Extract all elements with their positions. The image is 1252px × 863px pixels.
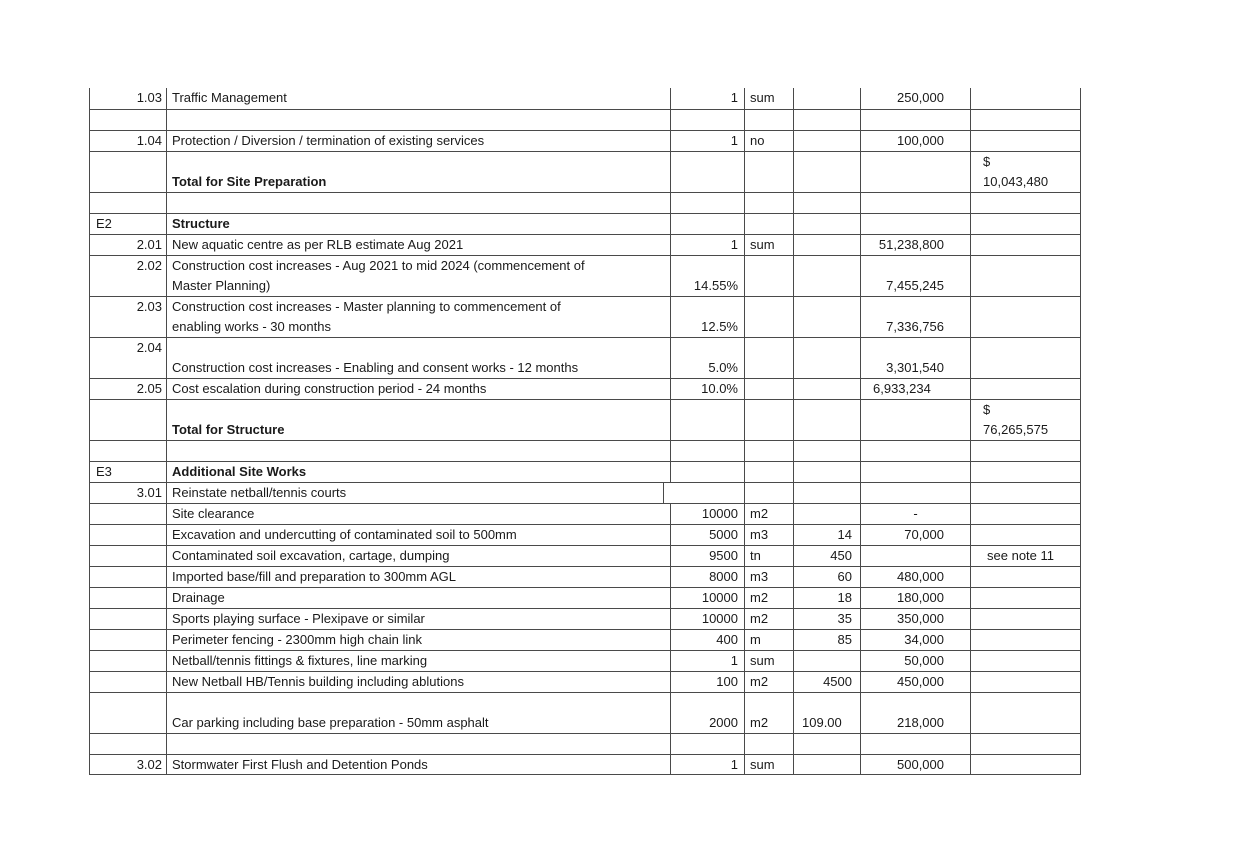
section-total — [970, 256, 1081, 296]
item-rate: 450 — [793, 546, 860, 566]
item-unit: m3 — [744, 567, 793, 587]
item-code — [89, 546, 166, 566]
item-rate — [793, 131, 860, 151]
item-amount: 3,301,540 — [860, 338, 970, 378]
item-rate — [793, 152, 860, 192]
item-description: Netball/tennis fittings & fixtures, line marking — [166, 651, 670, 671]
section-total — [970, 462, 1081, 482]
table-row — [89, 440, 1081, 461]
item-unit — [744, 297, 793, 337]
item-description: Imported base/fill and preparation to 300mm AGL — [166, 567, 670, 587]
item-description: Drainage — [166, 588, 670, 608]
item-code: 2.01 — [89, 235, 166, 255]
item-quantity: 400 — [670, 630, 744, 650]
item-code: 2.05 — [89, 379, 166, 399]
item-code — [89, 441, 166, 461]
item-quantity: 1 — [670, 755, 744, 774]
item-quantity: 8000 — [670, 567, 744, 587]
section-total — [970, 525, 1081, 545]
item-description — [166, 297, 670, 337]
item-amount — [860, 734, 970, 754]
item-unit — [744, 338, 793, 378]
item-code — [89, 630, 166, 650]
item-amount: 350,000 — [860, 609, 970, 629]
section-total — [970, 651, 1081, 671]
item-quantity: 10000 — [670, 609, 744, 629]
item-quantity: 1 — [670, 235, 744, 255]
item-amount: 51,238,800 — [860, 235, 970, 255]
item-amount — [860, 441, 970, 461]
section-total — [970, 693, 1081, 733]
section-code: E3 — [89, 462, 166, 482]
table-row — [89, 378, 1081, 399]
item-unit: m2 — [744, 693, 793, 733]
item-quantity — [670, 152, 744, 192]
item-unit: m2 — [744, 504, 793, 524]
section-total — [970, 297, 1081, 337]
item-quantity: 1 — [670, 88, 744, 109]
section-total-label: Total for Site Preparation — [166, 152, 670, 192]
section-total — [970, 483, 1081, 503]
item-quantity — [670, 462, 744, 482]
section-note: see note 11 — [970, 546, 1081, 566]
item-unit — [744, 256, 793, 296]
section-heading: Additional Site Works — [166, 462, 670, 482]
item-description-line: Construction cost increases - Master planning to commencement of — [172, 299, 561, 314]
item-amount: 7,336,756 — [860, 297, 970, 337]
item-code — [89, 504, 166, 524]
section-heading: Structure — [166, 214, 670, 234]
table-row — [89, 754, 1081, 775]
table-row — [89, 399, 1081, 440]
item-description: Perimeter fencing - 2300mm high chain link — [166, 630, 670, 650]
item-amount — [860, 110, 970, 130]
item-amount — [860, 214, 970, 234]
table-row — [89, 608, 1081, 629]
item-rate — [793, 734, 860, 754]
item-code — [89, 672, 166, 692]
section-total-value: 76,265,575 — [983, 422, 1049, 437]
item-amount: 70,000 — [860, 525, 970, 545]
item-amount: - — [860, 504, 970, 524]
item-quantity: 1 — [670, 651, 744, 671]
table-row — [89, 192, 1081, 213]
item-unit — [744, 441, 793, 461]
item-amount: 180,000 — [860, 588, 970, 608]
item-code — [89, 588, 166, 608]
table-row — [89, 296, 1081, 337]
section-total — [970, 588, 1081, 608]
table-row — [89, 88, 1081, 109]
table-row — [89, 629, 1081, 650]
item-quantity: 5.0% — [670, 338, 744, 378]
item-unit — [744, 214, 793, 234]
section-total — [970, 734, 1081, 754]
table-row — [89, 461, 1081, 482]
section-total — [970, 504, 1081, 524]
section-total — [970, 193, 1081, 213]
item-unit: sum — [744, 651, 793, 671]
item-description: Construction cost increases - Enabling and consent works - 12 months — [166, 338, 670, 378]
item-amount — [860, 400, 970, 440]
item-unit: m2 — [744, 672, 793, 692]
item-code — [89, 609, 166, 629]
item-amount: 50,000 — [860, 651, 970, 671]
item-description: Contaminated soil excavation, cartage, dumping — [166, 546, 670, 566]
item-unit — [744, 462, 793, 482]
item-unit: sum — [744, 755, 793, 774]
item-description: Cost escalation during construction period - 24 months — [166, 379, 670, 399]
table-row — [89, 671, 1081, 692]
item-quantity — [670, 214, 744, 234]
currency-symbol: $ — [983, 402, 991, 417]
table-row — [89, 692, 1081, 733]
item-description — [166, 110, 670, 130]
item-quantity: 10000 — [670, 504, 744, 524]
item-rate — [793, 462, 860, 482]
section-total — [970, 609, 1081, 629]
item-unit — [744, 400, 793, 440]
item-rate — [793, 110, 860, 130]
item-code: 3.01 — [89, 483, 166, 503]
table-row — [89, 566, 1081, 587]
section-total — [970, 214, 1081, 234]
item-code: 2.03 — [89, 297, 166, 337]
item-code: 2.04 — [89, 338, 166, 378]
item-description: Site clearance — [166, 504, 670, 524]
section-total — [970, 379, 1081, 399]
section-code: E2 — [89, 214, 166, 234]
item-amount: 480,000 — [860, 567, 970, 587]
item-amount — [860, 152, 970, 192]
item-description: Reinstate netball/tennis courts — [166, 483, 663, 503]
item-unit — [744, 152, 793, 192]
item-rate — [793, 441, 860, 461]
item-amount: 250,000 — [860, 88, 970, 109]
item-rate: 18 — [793, 588, 860, 608]
item-rate — [793, 755, 860, 774]
section-total — [970, 567, 1081, 587]
item-rate: 14 — [793, 525, 860, 545]
item-rate — [793, 214, 860, 234]
item-code — [89, 193, 166, 213]
table-row — [89, 151, 1081, 192]
item-rate: 85 — [793, 630, 860, 650]
table-row — [89, 503, 1081, 524]
item-rate: 109.00 — [793, 693, 860, 733]
section-total — [970, 672, 1081, 692]
item-unit: sum — [744, 88, 793, 109]
item-code — [89, 400, 166, 440]
item-quantity: 5000 — [670, 525, 744, 545]
item-quantity — [670, 400, 744, 440]
item-unit — [744, 110, 793, 130]
item-code: 1.03 — [89, 88, 166, 109]
section-total — [970, 400, 1081, 440]
item-description: Car parking including base preparation - 50mm asphalt — [166, 693, 670, 733]
item-code — [89, 651, 166, 671]
item-description: New aquatic centre as per RLB estimate Aug 2021 — [166, 235, 670, 255]
item-quantity — [670, 110, 744, 130]
item-quantity: 1 — [670, 131, 744, 151]
item-code — [89, 152, 166, 192]
item-quantity — [663, 483, 744, 503]
item-description: New Netball HB/Tennis building including ablutions — [166, 672, 670, 692]
table-row — [89, 255, 1081, 296]
item-code: 1.04 — [89, 131, 166, 151]
item-description-line: Master Planning) — [172, 278, 271, 293]
item-quantity: 9500 — [670, 546, 744, 566]
table-row — [89, 482, 1081, 503]
section-total — [970, 131, 1081, 151]
item-description: Protection / Diversion / termination of existing services — [166, 131, 670, 151]
item-unit — [744, 483, 793, 503]
item-amount — [860, 462, 970, 482]
item-quantity — [670, 441, 744, 461]
item-amount: 500,000 — [860, 755, 970, 774]
table-row — [89, 234, 1081, 255]
table-row — [89, 545, 1081, 566]
table-row — [89, 213, 1081, 234]
item-unit: m3 — [744, 525, 793, 545]
item-description — [166, 441, 670, 461]
item-amount: 34,000 — [860, 630, 970, 650]
item-description-line: enabling works - 30 months — [172, 319, 331, 334]
item-rate: 35 — [793, 609, 860, 629]
item-rate — [793, 256, 860, 296]
item-description — [166, 256, 670, 296]
item-unit: tn — [744, 546, 793, 566]
table-row — [89, 733, 1081, 754]
section-total-label: Total for Structure — [166, 400, 670, 440]
item-rate — [793, 297, 860, 337]
item-rate — [793, 379, 860, 399]
item-amount: 7,455,245 — [860, 256, 970, 296]
item-unit — [744, 734, 793, 754]
item-quantity: 12.5% — [670, 297, 744, 337]
item-unit — [744, 379, 793, 399]
item-amount — [860, 483, 970, 503]
item-quantity — [670, 734, 744, 754]
item-amount: 450,000 — [860, 672, 970, 692]
section-total — [970, 441, 1081, 461]
item-code — [89, 525, 166, 545]
section-total — [970, 630, 1081, 650]
section-total — [970, 88, 1081, 109]
item-rate — [793, 88, 860, 109]
item-description: Stormwater First Flush and Detention Ponds — [166, 755, 670, 774]
item-rate — [793, 338, 860, 378]
currency-symbol: $ — [983, 154, 991, 169]
item-description: Excavation and undercutting of contaminated soil to 500mm — [166, 525, 670, 545]
item-unit: sum — [744, 235, 793, 255]
item-code — [89, 734, 166, 754]
item-unit: m2 — [744, 588, 793, 608]
item-code — [89, 567, 166, 587]
item-rate: 60 — [793, 567, 860, 587]
item-code — [89, 693, 166, 733]
item-rate — [793, 504, 860, 524]
item-unit: no — [744, 131, 793, 151]
item-rate — [793, 193, 860, 213]
item-description — [166, 734, 670, 754]
table-row — [89, 130, 1081, 151]
item-code — [89, 110, 166, 130]
section-total — [970, 235, 1081, 255]
item-quantity — [670, 193, 744, 213]
item-quantity: 10.0% — [670, 379, 744, 399]
section-total — [970, 755, 1081, 774]
item-rate — [793, 235, 860, 255]
item-rate — [793, 651, 860, 671]
section-total — [970, 110, 1081, 130]
item-code: 3.02 — [89, 755, 166, 774]
item-unit: m2 — [744, 609, 793, 629]
section-total-value: 10,043,480 — [983, 174, 1049, 189]
table-row — [89, 587, 1081, 608]
item-rate — [793, 483, 860, 503]
table-row — [89, 337, 1081, 378]
item-description-line: Construction cost increases - Aug 2021 to mid 2024 (commencement of — [172, 258, 585, 273]
section-total — [970, 338, 1081, 378]
table-row — [89, 109, 1081, 130]
item-amount: 6,933,234 — [860, 379, 970, 399]
item-description — [166, 193, 670, 213]
section-total — [970, 152, 1081, 192]
cost-estimate-table — [89, 88, 1081, 775]
item-unit — [744, 193, 793, 213]
item-amount: 218,000 — [860, 693, 970, 733]
item-description: Traffic Management — [166, 88, 670, 109]
item-amount: 100,000 — [860, 131, 970, 151]
item-description: Sports playing surface - Plexipave or similar — [166, 609, 670, 629]
item-rate — [793, 400, 860, 440]
table-row — [89, 524, 1081, 545]
item-quantity: 10000 — [670, 588, 744, 608]
item-amount — [860, 193, 970, 213]
table-row — [89, 650, 1081, 671]
item-quantity: 2000 — [670, 693, 744, 733]
item-quantity: 14.55% — [670, 256, 744, 296]
item-code: 2.02 — [89, 256, 166, 296]
item-amount — [860, 546, 970, 566]
item-unit: m — [744, 630, 793, 650]
item-quantity: 100 — [670, 672, 744, 692]
item-rate: 4500 — [793, 672, 860, 692]
